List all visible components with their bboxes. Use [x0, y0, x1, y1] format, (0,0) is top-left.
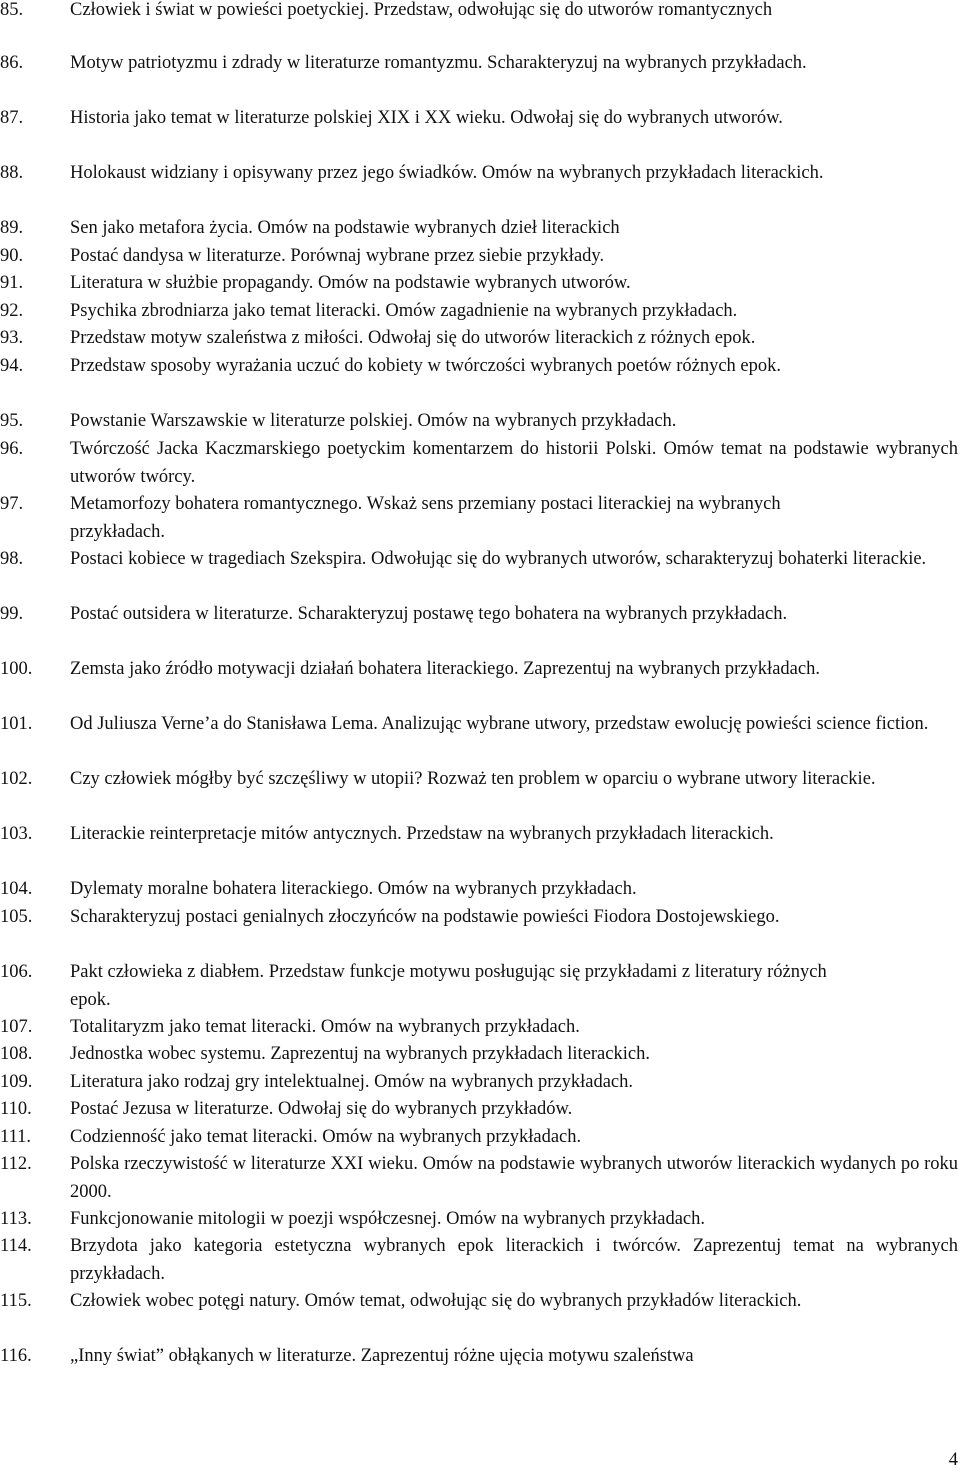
item-number: 95.: [0, 411, 24, 431]
list-item-97: [0, 491, 960, 546]
item-text: Powstanie Warszawskie w literaturze polskiej. Omów na wybranych przykładach.: [70, 411, 677, 431]
item-number: 108.: [0, 1044, 33, 1064]
list-item-99: [0, 601, 960, 629]
item-number: 111.: [0, 1127, 32, 1147]
item-text: Metamorfozy bohatera romantycznego. Wskaż sens przemiany postaci literackiej na wybranych przykładach.: [70, 494, 781, 542]
item-text: Postaci kobiece w tragediach Szekspira. Odwołując się do wybranych utworów, scharakteryzuj bohaterki literackie.: [70, 549, 927, 569]
item-number: 85.: [0, 0, 24, 20]
item-number: 98.: [0, 549, 24, 569]
list-item-107: [0, 1014, 960, 1042]
item-text: Funkcjonowanie mitologii w poezji współczesnej. Omów na wybranych przykładach.: [70, 1209, 706, 1229]
item-number: 91.: [0, 273, 24, 293]
item-text: Psychika zbrodniarza jako temat literacki. Omów zagadnienie na wybranych przykładach.: [70, 301, 738, 321]
list-item-113: [0, 1206, 960, 1234]
list-item-105: [0, 904, 960, 932]
item-text: Literatura jako rodzaj gry intelektualnej. Omów na wybranych przykładach.: [70, 1072, 634, 1092]
item-text: Przedstaw sposoby wyrażania uczuć do kobiety w twórczości wybranych poetów różnych epok.: [70, 356, 782, 376]
item-number: 103.: [0, 824, 33, 844]
item-number: 93.: [0, 328, 24, 348]
item-text: Brzydota jako kategoria estetyczna wybranych epok literackich i twórców. Zaprezentuj temat na wybranych przykładach.: [70, 1236, 958, 1284]
item-number: 109.: [0, 1072, 33, 1092]
list-item-104: [0, 876, 960, 904]
item-number: 115.: [0, 1291, 32, 1311]
item-number: 87.: [0, 108, 24, 128]
item-text: Postać dandysa w literaturze. Porównaj wybrane przez siebie przykłady.: [70, 246, 605, 266]
list-item-112: [0, 1151, 960, 1206]
item-number: 113.: [0, 1209, 32, 1229]
item-number: 102.: [0, 769, 33, 789]
item-text: Polska rzeczywistość w literaturze XXI wieku. Omów na podstawie wybranych utworów literackich wydanych po roku 2000.: [70, 1154, 958, 1202]
list-item-94: [0, 353, 960, 381]
item-text: Historia jako temat w literaturze polskiej XIX i XX wieku. Odwołaj się do wybranych utworów.: [70, 108, 783, 128]
item-text: Pakt człowieka z diabłem. Przedstaw funkcje motywu posługując się przykładami z literatury różnych epok.: [70, 962, 827, 1010]
item-text: Scharakteryzuj postaci genialnych złoczyńców na podstawie powieści Fiodora Dostojewskiego.: [70, 907, 780, 927]
item-text: Od Juliusza Verne’a do Stanisława Lema. Analizując wybrane utwory, przedstaw ewolucję powieści science fiction.: [70, 714, 929, 734]
item-number: 114.: [0, 1236, 32, 1256]
page-number: 4: [948, 1450, 958, 1470]
item-text: Przedstaw motyw szaleństwa z miłości. Odwołaj się do utworów literackich z różnych epok.: [70, 328, 756, 348]
list-item-101: [0, 711, 960, 739]
list-item-85: [0, 0, 960, 25]
list-item-115: [0, 1288, 960, 1316]
item-text: Totalitaryzm jako temat literacki. Omów na wybranych przykładach.: [70, 1017, 580, 1037]
list-item-98: [0, 546, 960, 574]
item-text: Postać Jezusa w literaturze. Odwołaj się do wybranych przykładów.: [70, 1099, 573, 1119]
list-item-111: [0, 1124, 960, 1152]
item-number: 89.: [0, 218, 24, 238]
item-number: 90.: [0, 246, 24, 266]
item-text: Zemsta jako źródło motywacji działań bohatera literackiego. Zaprezentuj na wybranych przykładach.: [70, 659, 820, 679]
item-text: Sen jako metafora życia. Omów na podstawie wybranych dzieł literackich: [70, 218, 620, 238]
item-number: 88.: [0, 163, 24, 183]
list-item-92: [0, 298, 960, 326]
list-item-87: [0, 105, 960, 133]
item-number: 96.: [0, 439, 24, 459]
item-text: Człowiek i świat w powieści poetyckiej. Przedstaw, odwołując się do utworów romantycznych: [70, 0, 773, 20]
item-number: 112.: [0, 1154, 32, 1174]
item-number: 100.: [0, 659, 33, 679]
item-number: 97.: [0, 494, 24, 514]
list-item-93: [0, 325, 960, 353]
item-text: Czy człowiek mógłby być szczęśliwy w utopii? Rozważ ten problem w oparciu o wybrane utwory literackie.: [70, 769, 876, 789]
item-text: Postać outsidera w literaturze. Scharakteryzuj postawę tego bohatera na wybranych przykładach.: [70, 604, 788, 624]
item-text: Literackie reinterpretacje mitów antycznych. Przedstaw na wybranych przykładach literackich.: [70, 824, 774, 844]
item-number: 107.: [0, 1017, 33, 1037]
item-number: 101.: [0, 714, 33, 734]
item-text: „Inny świat” obłąkanych w literaturze. Zaprezentuj różne ujęcia motywu szaleństwa: [70, 1346, 694, 1366]
list-item-106: [0, 959, 960, 1014]
item-text: Motyw patriotyzmu i zdrady w literaturze romantyzmu. Scharakteryzuj na wybranych przykładach.: [70, 53, 807, 73]
item-number: 106.: [0, 962, 33, 982]
item-number: 99.: [0, 604, 24, 624]
list-item-102: [0, 766, 960, 794]
item-number: 105.: [0, 907, 33, 927]
item-number: 116.: [0, 1346, 32, 1366]
list-item-110: [0, 1096, 960, 1124]
list-item-108: [0, 1041, 960, 1069]
item-text: Holokaust widziany i opisywany przez jego świadków. Omów na wybranych przykładach literackich.: [70, 163, 824, 183]
item-text: Człowiek wobec potęgi natury. Omów temat, odwołując się do wybranych przykładów literackich.: [70, 1291, 802, 1311]
item-text: Codzienność jako temat literacki. Omów na wybranych przykładach.: [70, 1127, 582, 1147]
item-text: Dylematy moralne bohatera literackiego. Omów na wybranych przykładach.: [70, 879, 637, 899]
list-item-91: [0, 270, 960, 298]
list-item-90: [0, 243, 960, 271]
list-item-88: [0, 160, 960, 188]
list-item-86: [0, 50, 960, 78]
list-item-89: [0, 215, 960, 243]
item-number: 92.: [0, 301, 24, 321]
list-item-116: [0, 1343, 960, 1371]
item-number: 104.: [0, 879, 33, 899]
list-item-100: [0, 656, 960, 684]
list-item-96: [0, 436, 960, 491]
item-text: Twórczość Jacka Kaczmarskiego poetyckim komentarzem do historii Polski. Omów temat na podstawie wybranych utworów twórcy.: [70, 439, 958, 487]
list-item-103: [0, 821, 960, 849]
list-item-114: [0, 1233, 960, 1288]
item-number: 94.: [0, 356, 24, 376]
item-text: Jednostka wobec systemu. Zaprezentuj na wybranych przykładach literackich.: [70, 1044, 650, 1064]
item-number: 86.: [0, 53, 24, 73]
item-text: Literatura w służbie propagandy. Omów na podstawie wybranych utworów.: [70, 273, 631, 293]
item-number: 110.: [0, 1099, 32, 1119]
list-item-109: [0, 1069, 960, 1097]
list-item-95: [0, 408, 960, 436]
